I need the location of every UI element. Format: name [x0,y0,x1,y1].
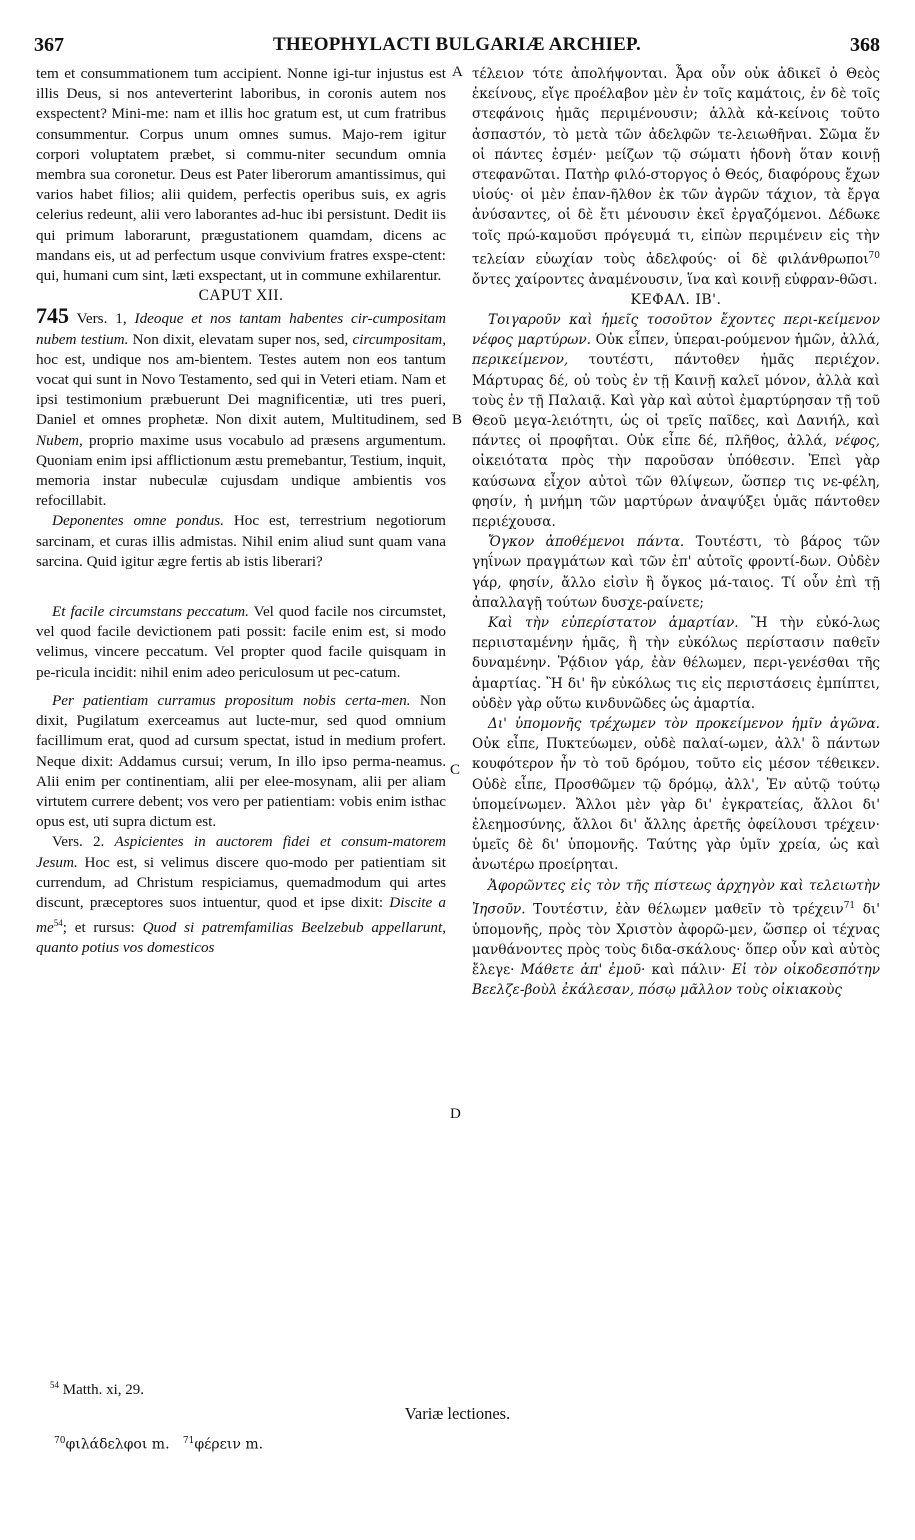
latin-chapter-heading: CAPUT XII. [198,287,284,305]
spacer [36,683,446,691]
running-title: THEOPHYLACTI BULGARIÆ ARCHIEP. [273,34,641,55]
running-header [34,34,880,62]
greek-paragraph: Ἀφορῶντες εἰς τὸν τῆς πίστεως ἀρχηγὸν καὶ τελειωτὴν Ἰησοῦν. Τουτέστιν, ἐὰν θέλωμεν μαθεῖν τὸ τρέχειν$^{71}$ δι' ὑπομονῆς, πρὸς τὸν Χριστὸν ἀφορῶ-μεν, ὥσπερ οἱ τέχνας μανθάνοντες πρὸς τοὺς διδα-σκάλους· ὅπερ οὖν καὶ αὐτὸς ἔλεγε· Μάθετε ἀπ' ἐμοῦ· καὶ πάλιν· Εἰ τὸν οἰκοδεσπότην Βεελζε-βοὺλ ἐκάλεσαν, πόσῳ μᾶλλον τοὺς οἰκιακοὺς [472,877,880,999]
greek-paragraph: Ὄγκον ἀποθέμενοι πάντα. Τουτέστι, τὸ βάρος τῶν γηΐνων πραγμάτων καὶ τῶν ἐπ' αὐτοῖς φροντί-δων. Οὐδὲν γάρ, φησίν, ἄλλο εἰσὶν ἢ ὄγκος μά-ταιος. Τί οὖν ἐπὶ τῇ ἀπαλλαγῇ τούτων δυσχε-ραίνετε; [472,534,881,611]
greek-paragraph: Τοιγαροῦν καὶ ἡμεῖς τοσοῦτον ἔχοντες περι-κείμενον νέφος μαρτύρων. Οὐκ εἶπεν, ὑπεραι-ρούμενον ἡμῶν, ἀλλά, περικείμενον, τουτέστι, πάντοθεν ἡμᾶς περιέχον. Μάρτυρας δέ, οὐ τοὺς ἐν τῇ Καινῇ καλεῖ μόνον, ἀλλὰ καὶ τοὺς ἐν τῇ Παλαιᾷ. Καὶ γὰρ καὶ αὐτοὶ ἐμαρτύρησαν τῇ τοῦ Θεοῦ μεγα-λειότητι, ὡς οἱ τρεῖς παῖδες, καὶ Δανιήλ, καὶ πάντες οἱ προφῆται. Οὐκ εἶπε δέ, πλῆθος, ἀλλά, νέφος, οἰκειότατα πρὸς τὴν παροῦσαν ὑπόθεσιν. Ἐπεὶ γὰρ καύσωνα εἶχον αὐτοὶ τῶν θλίψεων, ὥσπερ τις νε-φέλη, φησίν, ἡ μνήμη τῶν μαρτύρων ἀναψύξει ὑμᾶς πάντοθεν περιέχουσα. [472,311,881,530]
margin-letter-c: C [450,762,461,778]
margin-letter-d: D [450,1106,461,1122]
latin-paragraph: Vers. 2. Aspicientes in auctorem fidei et consum-matorem Jesum. Hoc est, si velimus discere quo-modo per patientiam sit currendum, ad Christum respiciamus, quemadmodum qui artes discunt, præceptores suos intuentur, quod et ipse dixit: Discite a $me^{54}$; et rursus: Quod si patremfamilias Beelzebub appellarunt, quanto potius vos domesticos [36,833,447,957]
page-number-left: 367 [34,34,64,56]
footnote-text: Matth. xi, 29. [62,1382,144,1398]
variant-marker: 70 [868,250,880,261]
spacer [36,572,446,602]
greek-chapter-heading: ΚΕΦΑΛ. ΙΒ'. [630,291,722,308]
column-number: 745 [36,303,69,329]
greek-paragraph: Καὶ τὴν εὐπερίστατον ἁμαρτίαν. Ἢ τὴν εὐκό-λως περιισταμένην ἡμᾶς, ἢ τὴν εὐκόλως περίστασιν παθεῖν δυναμένην. Ῥᾴδιον γάρ, ἐὰν θέλωμεν, περι-γενέσθαι τῆς ἁμαρτίας. Ἢ δι' ἣν εὐκόλως τις εἰς περιστάσεις ἐμπίπτει, οὐδὲν γὰρ οὕτω κινδυνῶδες ὡς ἁμαρτία. [472,615,880,712]
margin-letter-b: B [452,412,463,428]
greek-paragraph: τέλειον τότε ἀπολήψονται. Ἆρα οὖν οὐκ ἀδικεῖ ὁ Θεὸς ἐκείνους, εἴγε προέλαβον μὲν ἐν τοῖς καμάτοις, ἐν δὲ τοῖς στεφάνοις ἡμᾶς περιμένουσιν; ἀλλὰ κἀ-κείνοις τοῦτο ἀσπαστόν, τὸ μετὰ τῶν ἀδελφῶν τε-λειωθῆναι. Σῶμα ἕν οἱ πάντες ἐσμέν· μείζων τῷ σώματι ἡδονὴ ὅταν κοινῇ στεφανῶται. Πατὴρ φιλό-στοργος ὁ Θεός, διαφόρους ἔχων υἱούς· οἱ μὲν ἐπαν-ῆλθον ἐκ τῶν ἀγρῶν τάχιον, τὰ ἔργα ἀνύσαντες, οἱ δὲ ἔτι μένουσιν ἐκεῖ ἐργαζόμενοι. Δέδωκε τοῖς πρώ-καμοῦσι πρόγευμά τι, εἰπὼν περιμένειν εἰς τὴν τελείαν εὐωχίαν τοὺς ἀδελφούς· οἱ δὲ φιλάνθρωποι$^{70}$ ὄντες χαίροντες ἀναμένουσιν, ἵνα καὶ κοινῇ εὐφραν-θῶσι. [472,66,880,288]
variae-lectiones-heading: Variæ lectiones. [404,1404,511,1423]
footnote-marker: 54 [53,918,63,929]
greek-column [472,64,880,1000]
latin-paragraph: 745 Vers. 1, Ideoque et nos tantam habentes cir-cumpositam nubem testium. Non dixit, elevatam super nos, sed, circumpositam, hoc est, undique nos am-bientem. Testes autem non eos tantum vocat qui sunt in Novo Testamento, sed qui in Veteri etiam. Nam et ipsi testimonium præbuerunt Dei magnificentiæ, uti tres pueri, Daniel et omnes prophetæ. Non dixit autem, Multitudinem, sed Nubem, proprio maxime usus vocabulo ad præsens argumentum. Quoniam enim ipsi afflictionum æstu premebantur, Testium, inquit, memoria instar nubeculæ cujusdam undique ambientis vos refocillabit. [36,303,446,510]
latin-paragraph: Deponentes omne pondus. Hoc est, terrestrium negotiorum sarcinam, et curas illis admistas. Nihil enim aliud sunt quam vana sarcina. Quid igitur ægre fertis ab istis liberari? [36,512,446,570]
latin-paragraph: Per patientiam curramus propositum nobis certa-men. Non dixit, Pugilatum exerceamus aut lucte-mur, sed quod omnium facillimum erat, quod ad cursum spectat, istud in medium profert. Neque dixit: Addamus cursui; verum, In illo ipso perma-neamus. Alii enim per continentiam, alii per elee-mosynam, alii per aliam virtutem currere debent; vos vero per patientiam: vobis enim isthac opus est, uti supra dictum est. [36,691,446,831]
footnote-number: 54 [50,1380,59,1390]
latin-column [36,64,446,959]
variant-reading: φιλάδελφοι m. [65,1436,170,1453]
footnote [50,1380,144,1399]
margin-letter-a: A [452,64,463,80]
page-number-right: 368 [850,34,880,56]
latin-paragraph: Et facile circumstans peccatum. Vel quod facile nos circumstet, vel quod facile devictionem pati possit: facile enim est, si modo velimus, vincere peccatum. Vel propter quod facile quisquam in pe-ricula incidit: nihil enim adeo periculosum ut pec-catum. [36,603,446,681]
latin-paragraph: tem et consummationem tum accipient. Nonne igi-tur injustus est illis Deus, si nos anteverterint laboribus, in coronis autem nos exspectent? Mini-me: nam et illis hoc gratum est, ut cum fratribus consummentur. Corpus unum omnes sumus. Majo-rem igitur corpori voluptatem præbet, si commu-niter secundum omnia membra sua coronetur. Deus est Pater liberorum amantissimus, qui varios habet filios; alii quidem, perfectis operibus suis, ex agris celerius redeunt, alii vero laborantes ad-huc ibi persistunt. Dedit iis qui primum laborarunt, prægustationem quamdam, dicens ac mandans eis, ut ad perfectum usque convivium fratres exspe-ctent: qui, humani cum sint, læti exspectant, ut in commune exhilarentur. [36,65,446,285]
variant-reading: φέρειν m. [194,1436,264,1453]
variant-marker: 71 [843,900,856,911]
variant-readings: $^{70}$φιλάδελφοι m. $^{71}$φέρειν m. [54,1436,264,1453]
greek-paragraph: Δι' ὑπομονῆς τρέχωμεν τὸν προκείμενον ἡμῖν ἀγῶνα. Οὐκ εἶπε, Πυκτεύωμεν, οὐδὲ παλαί-ωμεν, ἀλλ' ὃ πάντων κουφότερον ἦν τὸ τοῦ δρόμου, τοῦτο εἰς μέσον τέθεικεν. Οὐδὲ εἶπε, Προσθῶμεν τῷ δρόμῳ, ἀλλ', Ἐν αὐτῷ τούτῳ ὑπομείνωμεν. Ἄλλοι μὲν γὰρ δι' ἐγκρατείας, ἄλλοι δι' ἐλεημοσύνης, ἄλλοι δι' ἄλλης ἀρετῆς ὀφείλουσι τρέχειν· ὑμεῖς δὲ δι' ὑπομονῆς. Ταύτης γὰρ ὑμῖν χρεία, ὡς καὶ ἀνωτέρω προείρηται. [472,716,880,874]
